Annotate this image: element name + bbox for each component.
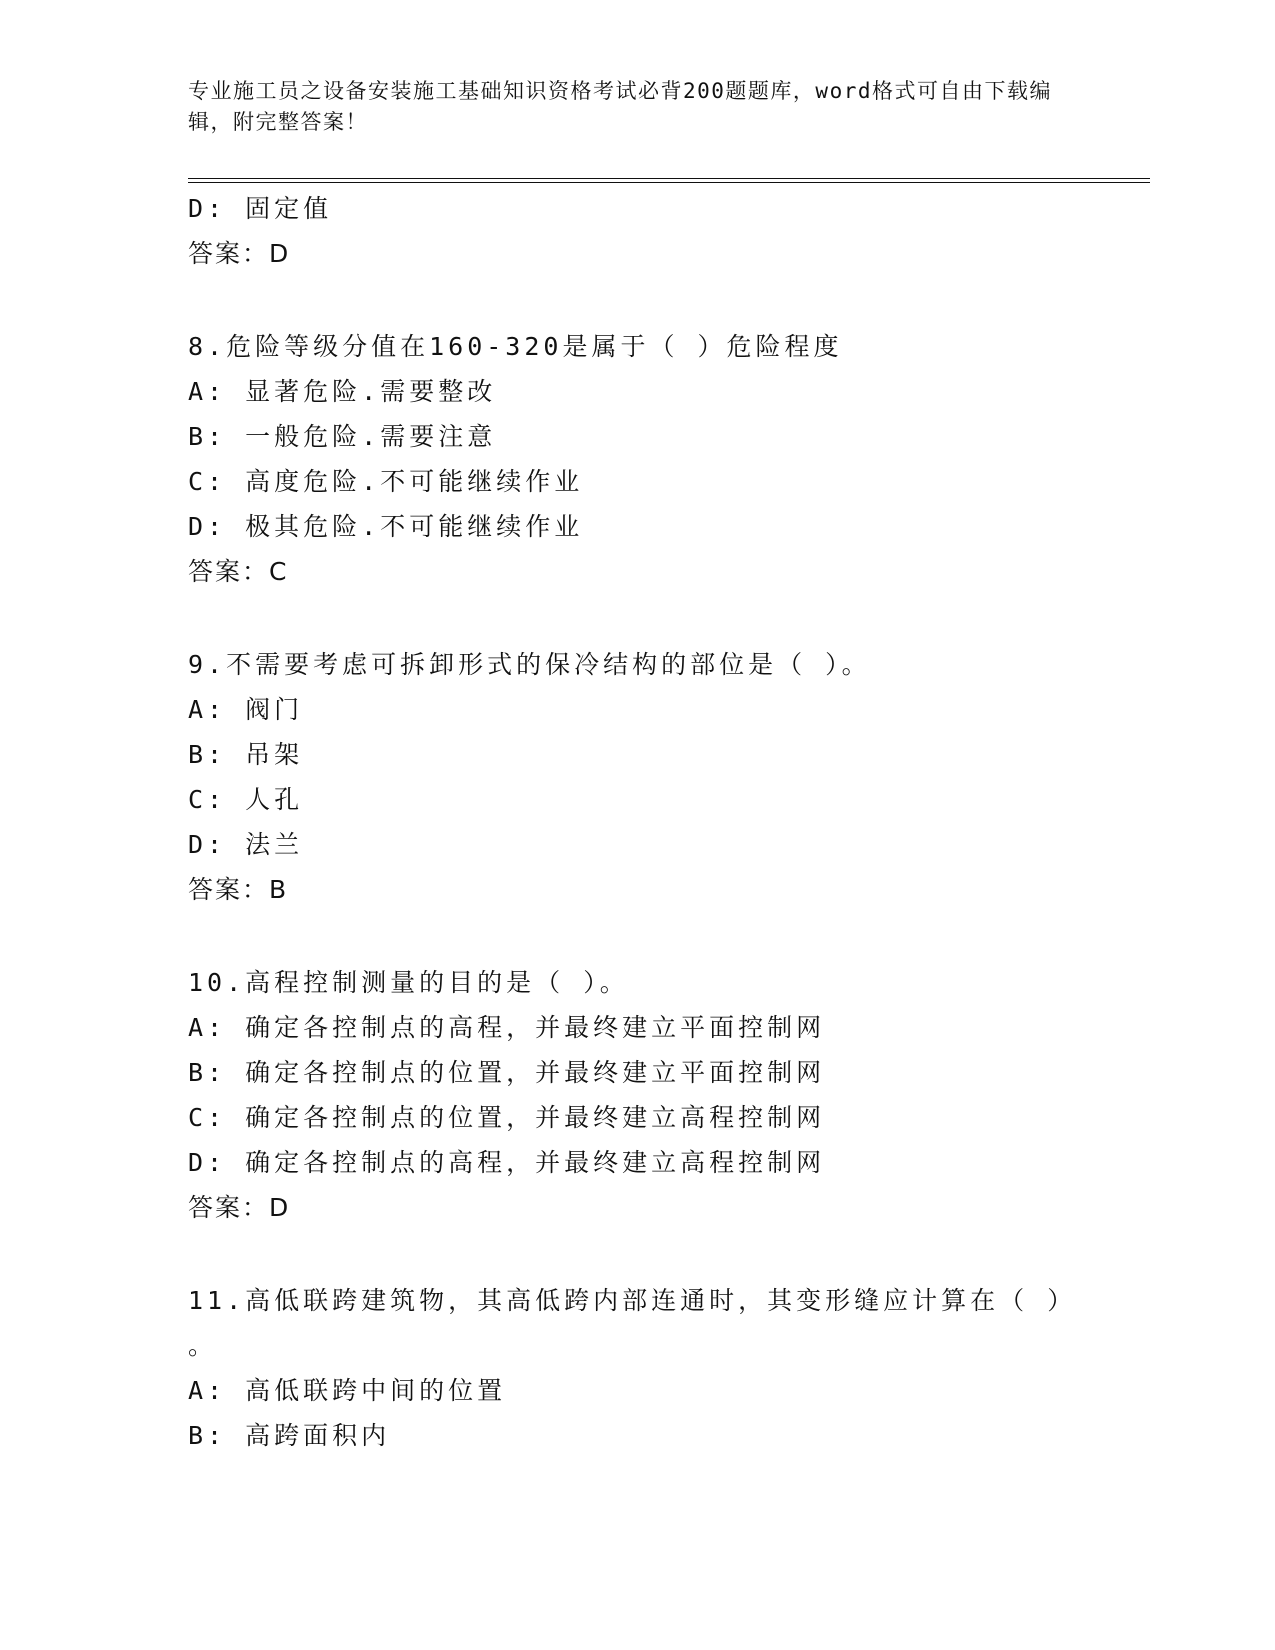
prev-answer: 答案：D xyxy=(188,239,291,268)
q10-question: 10.高程控制测量的目的是（ ）。 xyxy=(188,968,629,997)
q11-question: 11.高低联跨建筑物，其高低跨内部连通时，其变形缝应计算在（ ） xyxy=(188,1286,1077,1315)
q9-option-b: B: 吊架 xyxy=(188,740,304,769)
q10-option-b: B: 确定各控制点的位置，并最终建立平面控制网 xyxy=(188,1058,826,1087)
q10-option-d: D: 确定各控制点的高程，并最终建立高程控制网 xyxy=(188,1148,826,1177)
q8-option-a: A: 显著危险.需要整改 xyxy=(188,377,497,406)
header-divider-bottom xyxy=(188,182,1150,183)
q11-question-continuation: 。 xyxy=(188,1331,218,1360)
q8-answer: 答案：C xyxy=(188,557,289,586)
header-divider-top xyxy=(188,178,1150,179)
q8-option-d: D: 极其危险.不可能继续作业 xyxy=(188,512,584,541)
q10-option-a: A: 确定各控制点的高程，并最终建立平面控制网 xyxy=(188,1013,826,1042)
q11-option-b: B: 高跨面积内 xyxy=(188,1421,391,1450)
q8-option-b: B: 一般危险.需要注意 xyxy=(188,422,497,451)
q10-option-c: C: 确定各控制点的位置，并最终建立高程控制网 xyxy=(188,1103,826,1132)
q10-answer: 答案：D xyxy=(188,1193,291,1222)
q9-option-c: C: 人孔 xyxy=(188,785,304,814)
q9-option-d: D: 法兰 xyxy=(188,830,304,859)
q9-answer: 答案：B xyxy=(188,875,289,904)
q11-option-a: A: 高低联跨中间的位置 xyxy=(188,1376,507,1405)
q8-question: 8.危险等级分值在160-320是属于（ ）危险程度 xyxy=(188,332,843,361)
prev-option-d: D: 固定值 xyxy=(188,194,333,223)
q8-option-c: C: 高度危险.不可能继续作业 xyxy=(188,467,584,496)
q9-option-a: A: 阀门 xyxy=(188,695,304,724)
q9-question: 9.不需要考虑可拆卸形式的保冷结构的部位是（ ）。 xyxy=(188,650,871,679)
document-header: 专业施工员之设备安装施工基础知识资格考试必背200题题库，word格式可自由下载编辑，附完整答案！ xyxy=(188,79,1052,134)
